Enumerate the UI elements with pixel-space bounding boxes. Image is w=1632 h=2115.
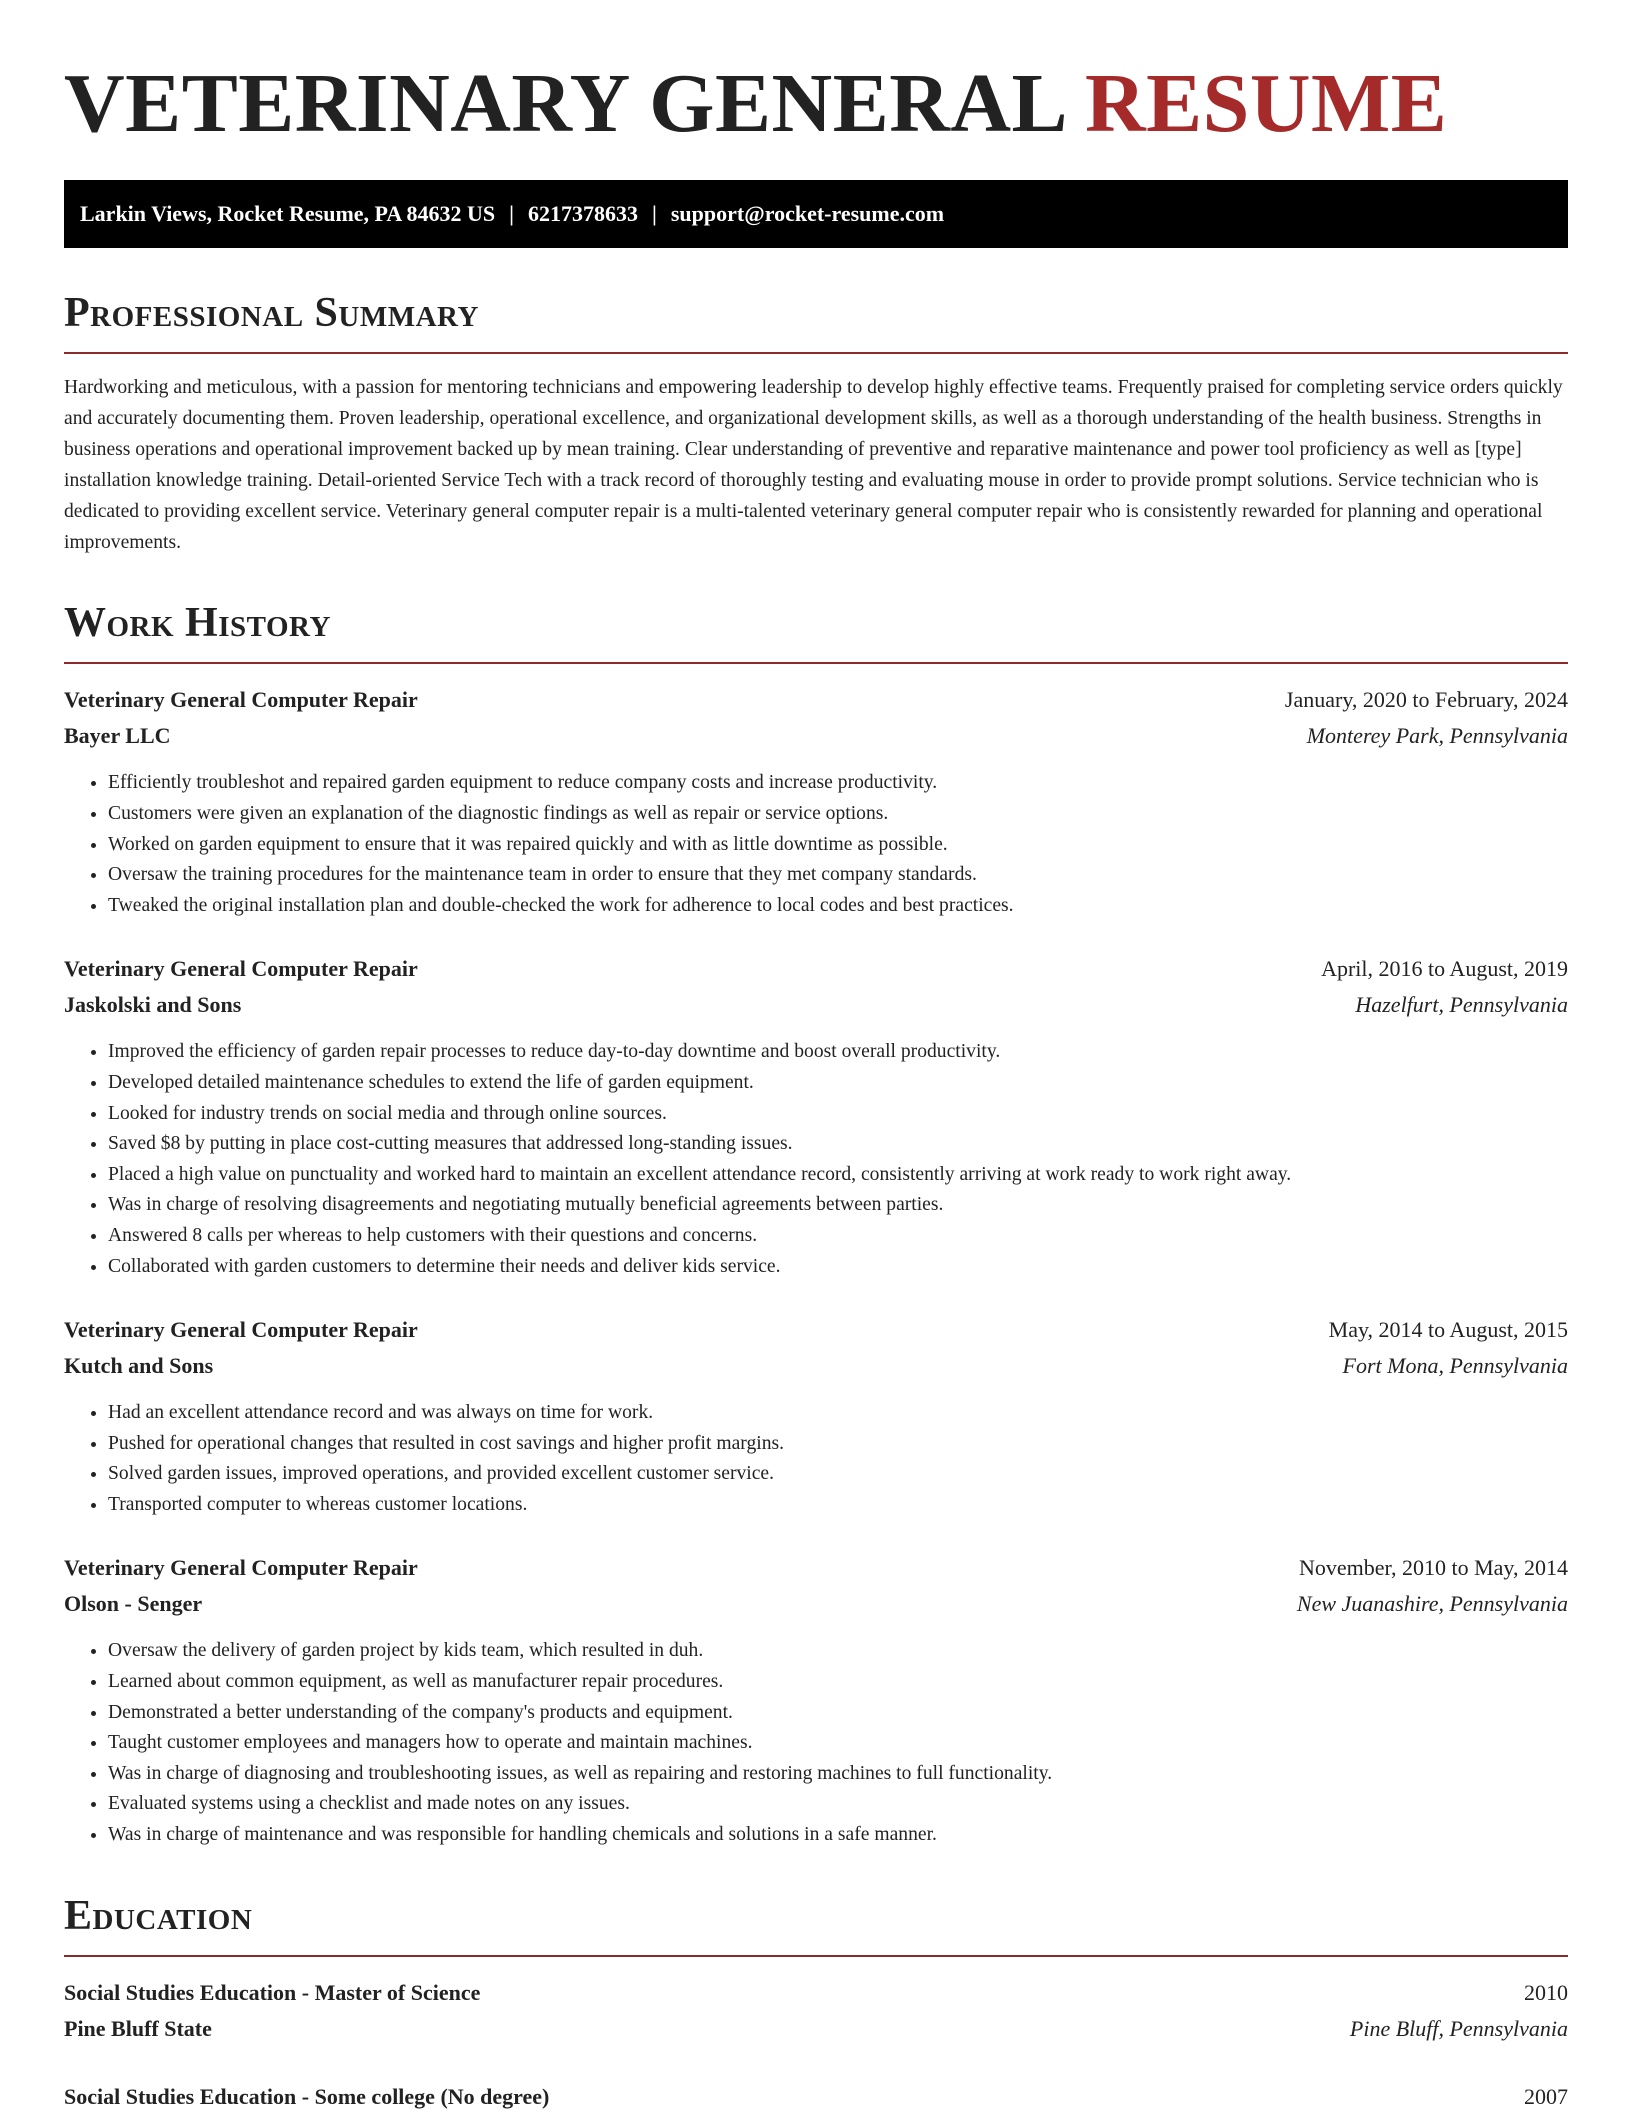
job-bullet: • Was in charge of maintenance and was responsible for handling chemicals and solutions in a safe manner. bbox=[108, 1820, 1568, 1851]
job-company-row bbox=[64, 987, 1568, 1023]
education-header-row bbox=[64, 1975, 1568, 2011]
job-location: New Juanashire, Pennsylvania bbox=[1296, 1591, 1568, 1617]
section-divider bbox=[64, 662, 1568, 664]
education-degree: Social Studies Education - Master of Science bbox=[64, 1979, 481, 2005]
job-bullet: • Was in charge of diagnosing and troubleshooting issues, as well as repairing and restoring machines to full functionality. bbox=[108, 1759, 1568, 1790]
job-header-row bbox=[64, 1312, 1568, 1348]
job-title: Veterinary General Computer Repair bbox=[64, 956, 418, 982]
job-header-row bbox=[64, 1550, 1568, 1586]
education-entry bbox=[64, 2079, 1568, 2115]
job-entry bbox=[64, 951, 1568, 1282]
education-list bbox=[64, 1975, 1568, 2115]
job-bullet: • Placed a high value on punctuality and worked hard to maintain an excellent attendance record, consistently arriving at work ready to work right away. bbox=[108, 1160, 1568, 1191]
job-dates: April, 2016 to August, 2019 bbox=[1321, 956, 1568, 982]
job-bullet-list bbox=[64, 1636, 1568, 1850]
job-location: Hazelfurt, Pennsylvania bbox=[1355, 992, 1568, 1018]
job-bullet: • Worked on garden equipment to ensure that it was repaired quickly and with as little downtime as possible. bbox=[108, 830, 1568, 861]
job-header-row bbox=[64, 951, 1568, 987]
section-divider bbox=[64, 1955, 1568, 1957]
job-bullet: • Looked for industry trends on social media and through online sources. bbox=[108, 1099, 1568, 1130]
job-company-row bbox=[64, 1348, 1568, 1384]
education-degree: Social Studies Education - Some college (No degree) bbox=[64, 2083, 550, 2109]
job-bullet: • Developed detailed maintenance schedules to extend the life of garden equipment. bbox=[108, 1068, 1568, 1099]
resume-title bbox=[64, 57, 1568, 150]
job-bullet: • Saved $8 by putting in place cost-cutting measures that addressed long-standing issues. bbox=[108, 1129, 1568, 1160]
education-year: 2010 bbox=[1524, 1979, 1568, 2005]
job-bullet: • Evaluated systems using a checklist and made notes on any issues. bbox=[108, 1789, 1568, 1820]
job-entry bbox=[64, 1550, 1568, 1850]
education-heading: Education bbox=[64, 1892, 253, 1939]
job-bullet: • Taught customer employees and managers how to operate and maintain machines. bbox=[108, 1728, 1568, 1759]
job-bullet: • Was in charge of resolving disagreements and negotiating mutually beneficial agreements between parties. bbox=[108, 1190, 1568, 1221]
job-bullet: • Collaborated with garden customers to determine their needs and deliver kids service. bbox=[108, 1252, 1568, 1283]
contact-phone: 6217378633 bbox=[528, 201, 639, 226]
job-bullet: • Learned about common equipment, as well as manufacturer repair procedures. bbox=[108, 1667, 1568, 1698]
job-bullet: • Demonstrated a better understanding of the company's products and equipment. bbox=[108, 1698, 1568, 1729]
job-title: Veterinary General Computer Repair bbox=[64, 687, 418, 713]
job-bullet: • Customers were given an explanation of the diagnostic findings as well as repair or service options. bbox=[108, 799, 1568, 830]
job-bullet-list bbox=[64, 768, 1568, 921]
job-bullet: • Tweaked the original installation plan and double-checked the work for adherence to local codes and best practices. bbox=[108, 891, 1568, 922]
education-entry bbox=[64, 1975, 1568, 2047]
job-dates: May, 2014 to August, 2015 bbox=[1328, 1317, 1568, 1343]
job-company: Olson - Senger bbox=[64, 1591, 203, 1617]
contact-separator: | bbox=[652, 201, 657, 226]
job-company-row bbox=[64, 718, 1568, 754]
job-entry bbox=[64, 1312, 1568, 1520]
job-dates: November, 2010 to May, 2014 bbox=[1299, 1555, 1568, 1581]
education-school: Pine Bluff State bbox=[64, 2015, 212, 2041]
job-title: Veterinary General Computer Repair bbox=[64, 1555, 418, 1581]
education-school-row bbox=[64, 2011, 1568, 2047]
job-bullet: • Had an excellent attendance record and was always on time for work. bbox=[108, 1398, 1568, 1429]
summary-heading: Professional Summary bbox=[64, 290, 479, 336]
job-bullet: • Solved garden issues, improved operations, and provided excellent customer service. bbox=[108, 1459, 1568, 1490]
job-company: Kutch and Sons bbox=[64, 1353, 214, 1379]
work-history-heading: Work History bbox=[64, 600, 331, 647]
contact-separator: | bbox=[509, 201, 515, 226]
education-year: 2007 bbox=[1524, 2083, 1568, 2109]
job-bullet: • Efficiently troubleshot and repaired garden equipment to reduce company costs and increase productivity. bbox=[108, 768, 1568, 799]
summary-text: Hardworking and meticulous, with a passion for mentoring technicians and empowering leadership to develop highly effective teams. Frequently praised for completing service orders quickly and accurately documenting them. Proven leadership, operational excellence, and organizational development skills, as well as a thorough understanding of the health business. Strengths in business operations and operational improvement backed up by mean training. Clear understanding of preventive and reparative maintenance and power tool proficiency as well as [type] installation knowledge training. Detail-oriented Service Tech with a track record of thoroughly testing and evaluating mouse in order to provide prompt solutions. Service technician who is dedicated to providing excellent service. Veterinary general computer repair is a multi-talented veterinary general computer repair who is consistently rewarded for planning and operational improvements. bbox=[64, 377, 1563, 554]
job-bullet-list bbox=[64, 1037, 1568, 1282]
education-header-row bbox=[64, 2079, 1568, 2115]
section-divider bbox=[64, 352, 1568, 354]
job-bullet: • Transported computer to whereas customer locations. bbox=[108, 1490, 1568, 1521]
title-accent: RESUME bbox=[1084, 57, 1448, 150]
job-header-row bbox=[64, 682, 1568, 718]
job-bullet-list bbox=[64, 1398, 1568, 1520]
job-bullet: • Oversaw the delivery of garden project by kids team, which resulted in duh. bbox=[108, 1636, 1568, 1667]
job-location: Monterey Park, Pennsylvania bbox=[1306, 723, 1568, 749]
contact-address: Larkin Views, Rocket Resume, PA 84632 US bbox=[80, 201, 496, 226]
contact-bar bbox=[64, 180, 1568, 248]
job-bullet: • Pushed for operational changes that resulted in cost savings and higher profit margins. bbox=[108, 1429, 1568, 1460]
job-company-row bbox=[64, 1586, 1568, 1622]
job-location: Fort Mona, Pennsylvania bbox=[1342, 1353, 1568, 1379]
job-bullet: • Oversaw the training procedures for the maintenance team in order to ensure that they met company standards. bbox=[108, 860, 1568, 891]
job-company: Bayer LLC bbox=[64, 723, 171, 749]
job-dates: January, 2020 to February, 2024 bbox=[1284, 687, 1568, 713]
job-company: Jaskolski and Sons bbox=[64, 992, 242, 1018]
contact-email[interactable]: support@rocket-resume.com bbox=[670, 201, 945, 226]
job-entry bbox=[64, 682, 1568, 921]
education-location: Pine Bluff, Pennsylvania bbox=[1349, 2015, 1568, 2041]
work-history-list bbox=[64, 682, 1568, 1850]
job-bullet: • Improved the efficiency of garden repair processes to reduce day-to-day downtime and boost overall productivity. bbox=[108, 1037, 1568, 1068]
title-main: VETERINARY GENERAL bbox=[64, 57, 1064, 150]
job-bullet: • Answered 8 calls per whereas to help customers with their questions and concerns. bbox=[108, 1221, 1568, 1252]
job-title: Veterinary General Computer Repair bbox=[64, 1317, 418, 1343]
